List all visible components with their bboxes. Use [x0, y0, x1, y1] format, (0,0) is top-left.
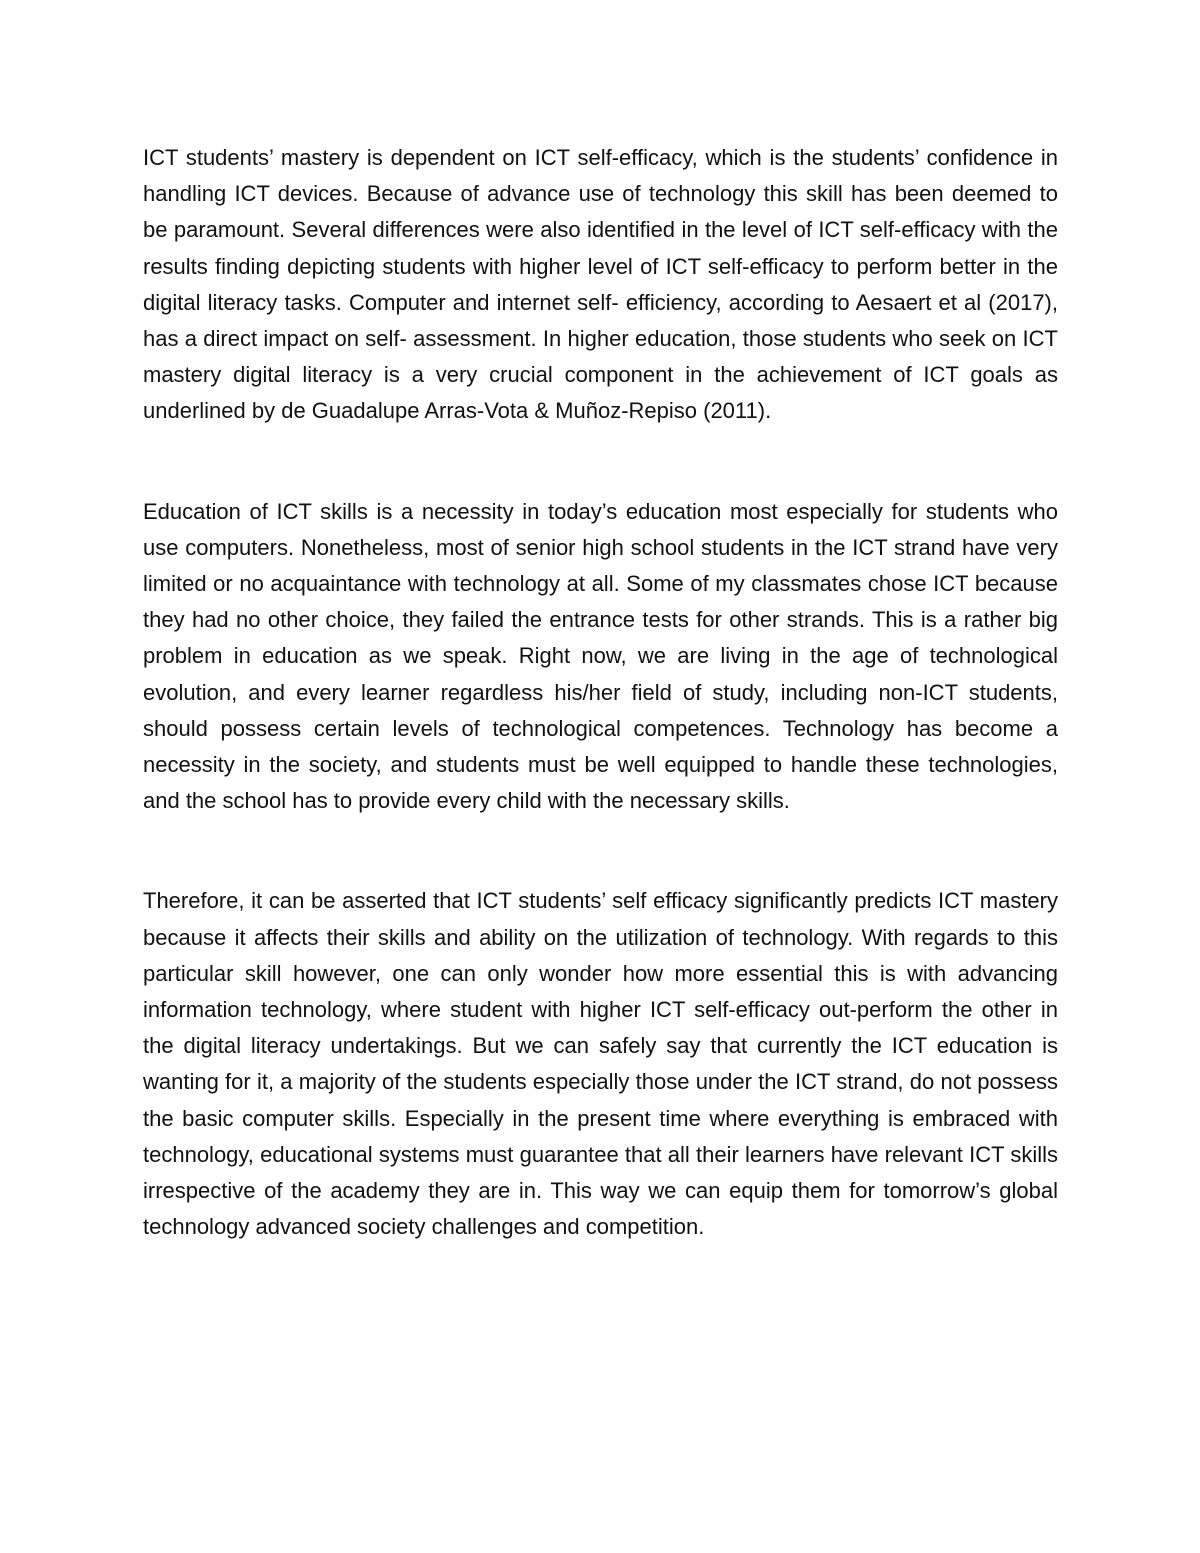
paragraph-ict-self-efficacy: ICT students’ mastery is dependent on ICT self-efficacy, which is the students’ confidence in handling ICT devices. Because of advance use of technology this skill has been deemed to be paramount. Several differences were also identified in the level of ICT self-efficacy with the results finding depicting students with higher level of ICT self-efficacy to perform better in the digital literacy tasks. Computer and internet self- efficiency, according to Aesaert et al (2017), has a direct impact on self- assessment. In higher education, those students who seek on ICT mastery digital literacy is a very crucial component in the achievement of ICT goals as underlined by de Guadalupe Arras-Vota & Muñoz-Repiso (2011).	[143, 145, 1058, 424]
paragraph-conclusion: Therefore, it can be asserted that ICT students’ self efficacy significantly predicts ICT mastery because it affects their skills and ability on the utilization of technology. With regards to this particular skill however, one can only wonder how more essential this is with advancing information technology, where student with higher ICT self-efficacy out-perform the other in the digital literacy undertakings. But we can safely say that currently the ICT education is wanting for it, a majority of the students especially those under the ICT strand, do not possess the basic computer skills. Especially in the present time where everything is embraced with technology, educational systems must guarantee that all their learners have relevant ICT skills irrespective of the academy they are in. This way we can equip them for tomorrow’s global technology advanced society challenges and competition.	[143, 888, 1058, 1240]
document-body	[143, 140, 1058, 1245]
paragraph-ict-education: Education of ICT skills is a necessity in today’s education most especially for students who use computers. Nonetheless, most of senior high school students in the ICT strand have very limited or no acquaintance with technology at all. Some of my classmates chose ICT because they had no other choice, they failed the entrance tests for other strands. This is a rather big problem in education as we speak. Right now, we are living in the age of technological evolution, and every learner regardless his/her field of study, including non-ICT students, should possess certain levels of technological competences. Technology has become a necessity in the society, and students must be well equipped to handle these technologies, and the school has to provide every child with the necessary skills.	[143, 498, 1058, 814]
